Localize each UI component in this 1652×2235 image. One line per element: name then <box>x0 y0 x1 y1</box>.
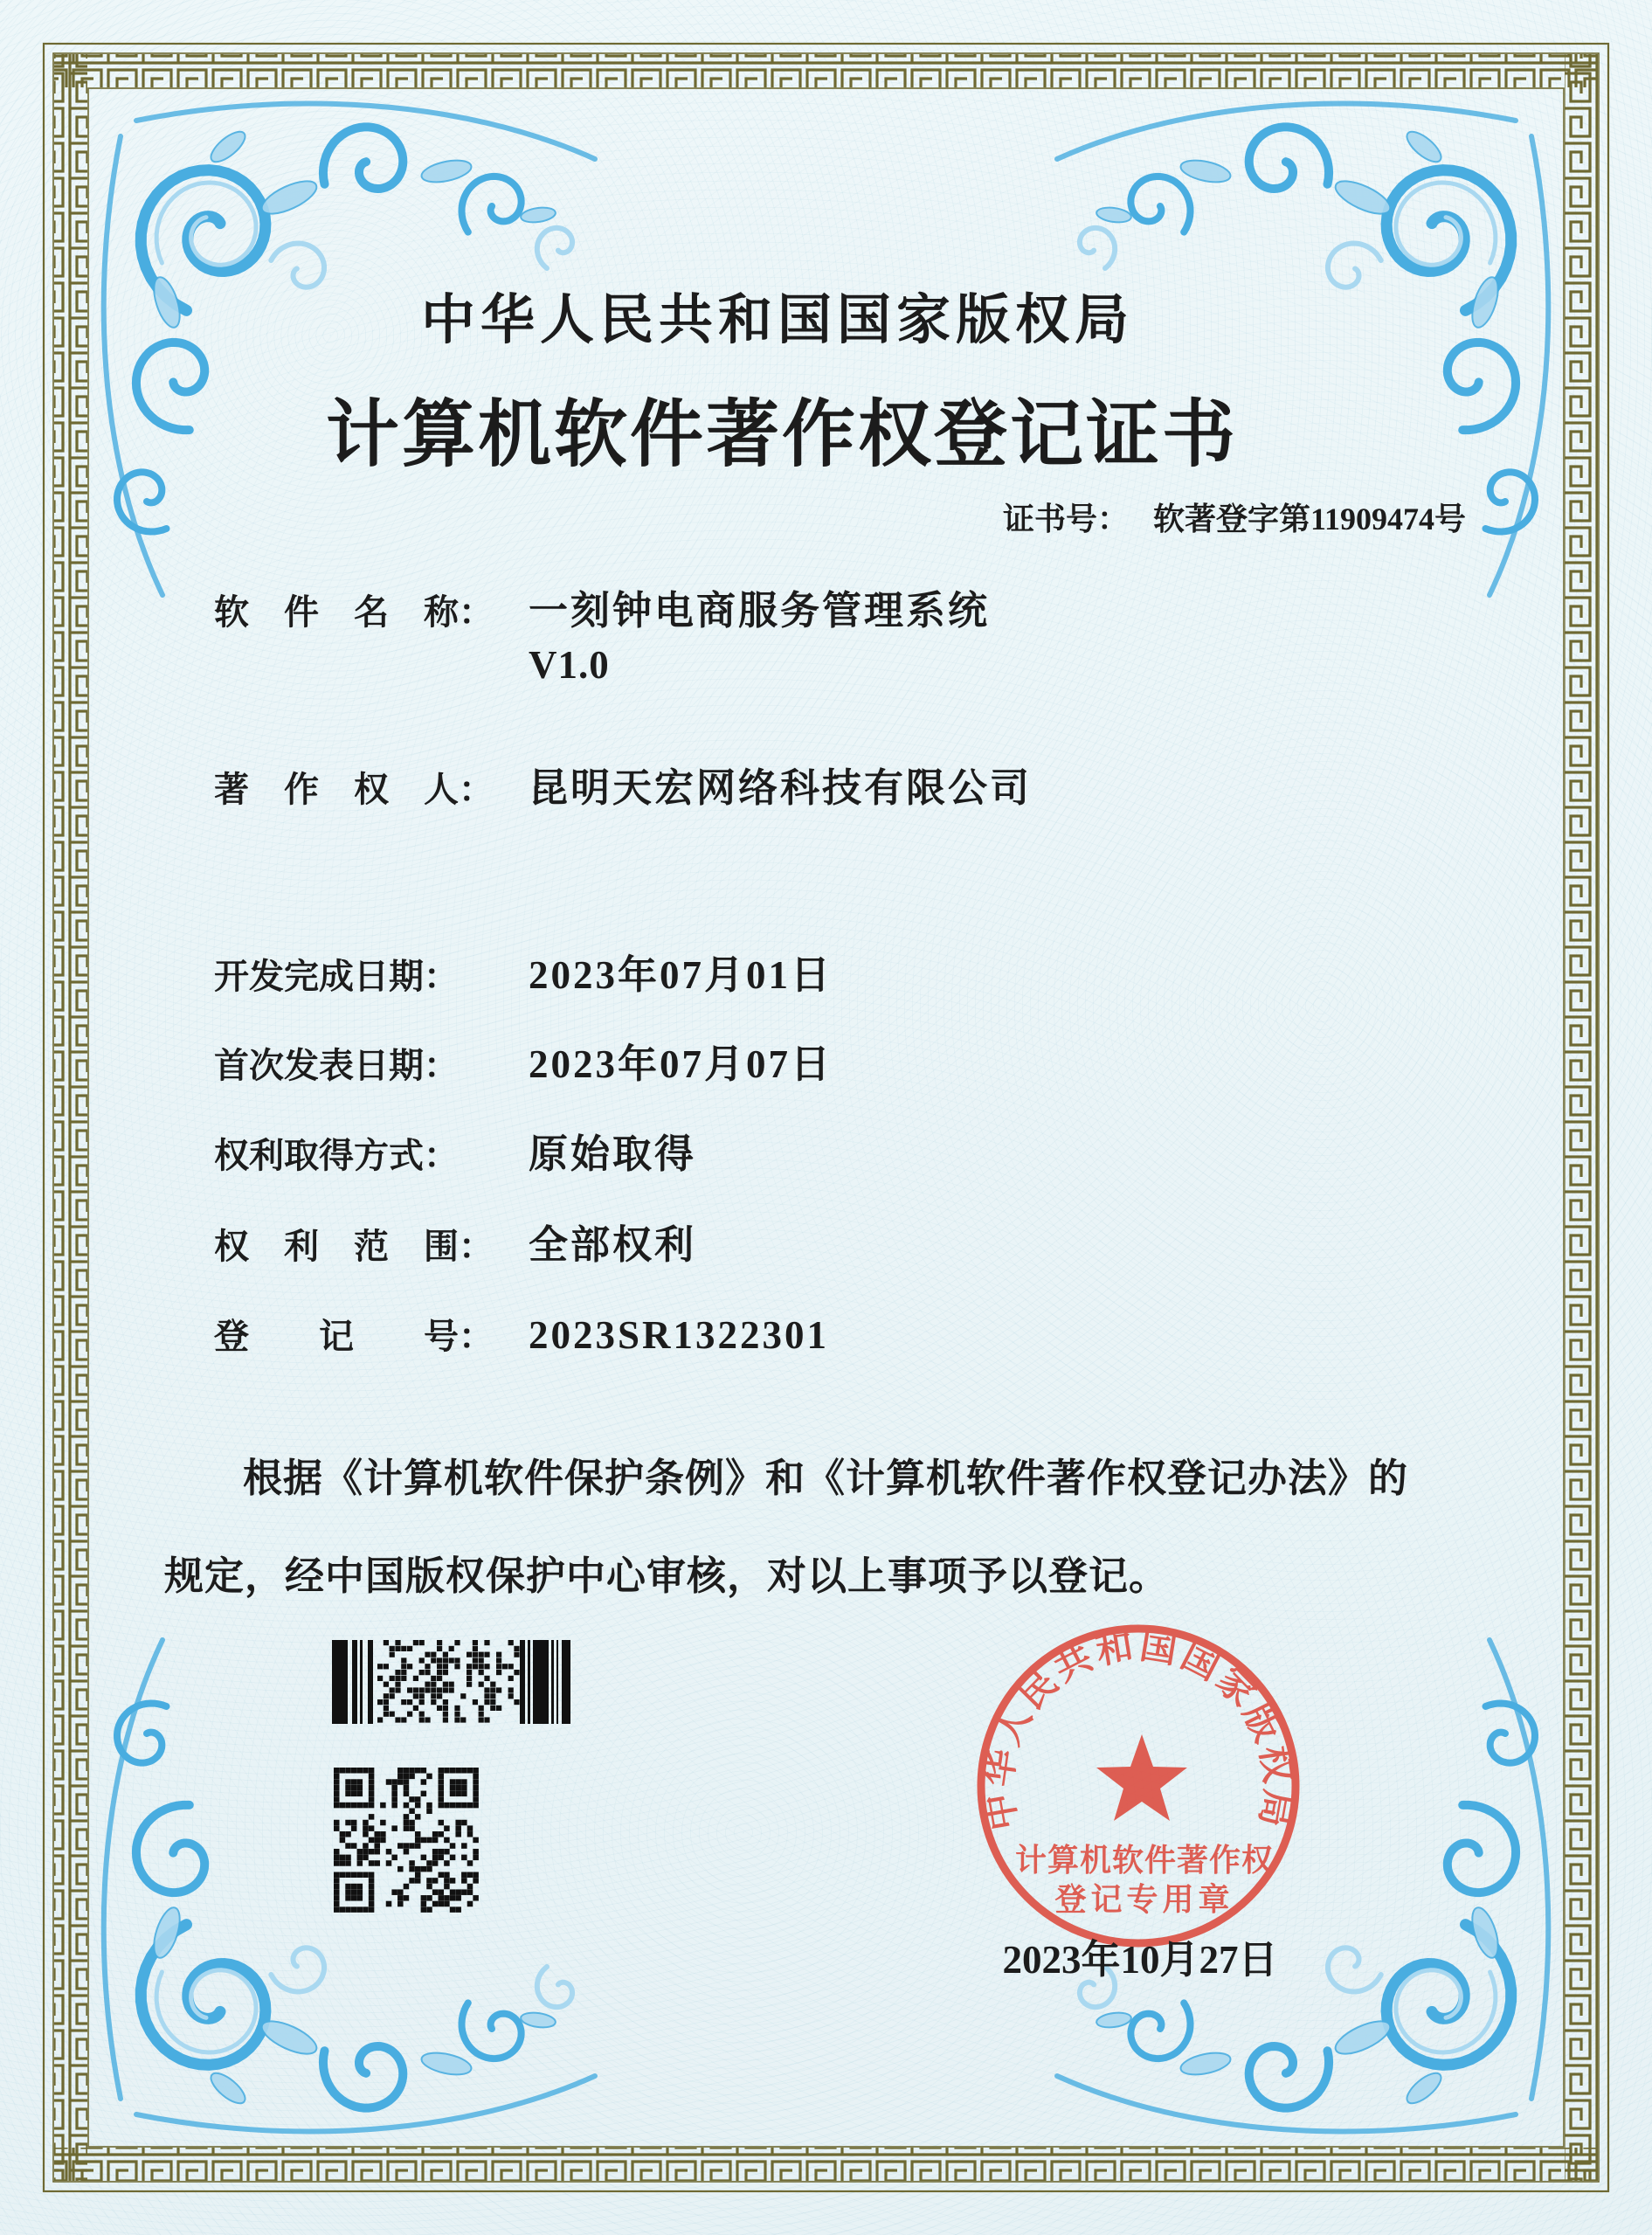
statement-line2: 规定，经中国版权保护中心审核，对以上事项予以登记。 <box>164 1554 1170 1598</box>
seal-arc-text: 中华人民共和国国家版权局 <box>978 1626 1298 1834</box>
certificate-number-value: 软著登字第11909474号 <box>1153 502 1467 536</box>
field-label: 开发完成日期： <box>214 957 459 996</box>
field-label: 首次发表日期： <box>214 1046 459 1085</box>
field-first-publish-date <box>214 1037 833 1091</box>
certificate-title: 计算机软件著作权登记证书 <box>325 395 1238 476</box>
software-version: V1.0 <box>529 643 610 687</box>
field-right-acquisition <box>214 1127 696 1181</box>
field-value: 2023年07月01日 <box>529 953 833 997</box>
statement-line1: 根据《计算机软件保护条例》和《计算机软件著作权登记办法》的 <box>243 1457 1409 1500</box>
field-dev-complete-date <box>214 948 833 1002</box>
field-copyright-owner <box>214 761 1032 815</box>
field-value: 2023SR1322301 <box>529 1313 830 1357</box>
authority-title: 中华人民共和国国家版权局 <box>420 291 1134 350</box>
field-label: 权 利 范 围： <box>214 1227 494 1266</box>
seal-line1: 计算机软件著作权 <box>1014 1843 1275 1878</box>
field-label: 软 件 名 称： <box>214 592 494 632</box>
certificate-number-label: 证书号： <box>1003 502 1130 536</box>
field-label: 著 作 权 人： <box>214 770 494 809</box>
registration-statement <box>164 1429 1562 1625</box>
seal-line2: 登记专用章 <box>1054 1882 1234 1917</box>
software-name-line1: 一刻钟电商服务管理系统 <box>529 589 991 633</box>
field-label: 权利取得方式： <box>214 1136 459 1175</box>
issue-date: 2023年10月27日 <box>1002 1938 1278 1982</box>
field-label: 登 记 号： <box>214 1317 494 1356</box>
certificate-number <box>1003 495 1466 539</box>
field-software-name <box>214 584 990 692</box>
field-registration-number <box>214 1308 829 1362</box>
field-value: 昆明天宏网络科技有限公司 <box>529 766 1033 810</box>
field-value: 全部权利 <box>529 1223 697 1267</box>
field-value: 原始取得 <box>529 1132 697 1176</box>
field-right-scope <box>214 1218 696 1272</box>
field-value: 2023年07月07日 <box>529 1042 833 1086</box>
field-value <box>529 584 990 692</box>
